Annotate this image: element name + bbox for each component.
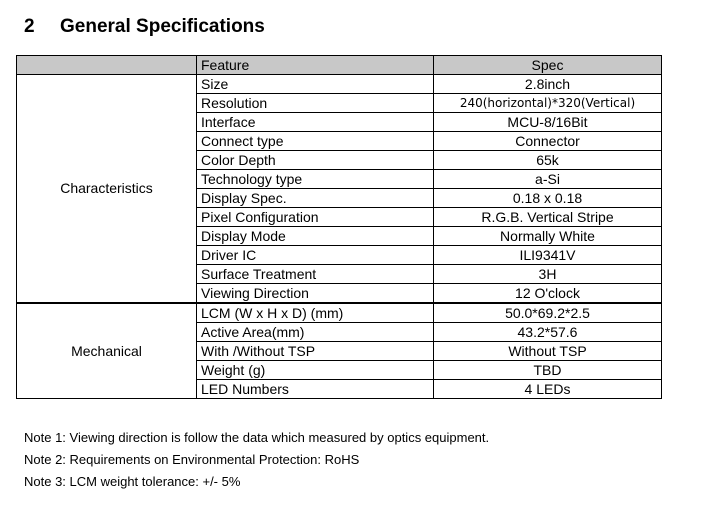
note-1: Note 1: Viewing direction is follow the data which measured by optics equipment. — [24, 430, 490, 445]
feature-cell: Surface Treatment — [197, 265, 434, 284]
feature-cell: Technology type — [197, 170, 434, 189]
spec-cell: Without TSP — [434, 342, 662, 361]
section-number: 2 — [24, 16, 35, 37]
spec-cell: ILI9341V — [434, 246, 662, 265]
feature-cell: Size — [197, 75, 434, 94]
feature-cell: Viewing Direction — [197, 284, 434, 304]
table-header-row — [17, 56, 662, 75]
feature-cell: Display Spec. — [197, 189, 434, 208]
spec-cell: 50.0*69.2*2.5 — [434, 303, 662, 323]
feature-cell: Active Area(mm) — [197, 323, 434, 342]
feature-cell: Driver IC — [197, 246, 434, 265]
spec-cell: MCU-8/16Bit — [434, 113, 662, 132]
feature-cell: Weight (g) — [197, 361, 434, 380]
section-title: General Specifications — [60, 16, 265, 37]
feature-cell: With /Without TSP — [197, 342, 434, 361]
feature-cell: Pixel Configuration — [197, 208, 434, 227]
spec-cell: 240(horizontal)*320(Vertical) — [434, 94, 662, 113]
spec-table — [16, 55, 662, 399]
header-blank — [17, 56, 197, 75]
spec-cell: TBD — [434, 361, 662, 380]
characteristics-group — [17, 75, 662, 304]
note-3: Note 3: LCM weight tolerance: +/- 5% — [24, 474, 241, 489]
mechanical-group — [17, 303, 662, 399]
spec-cell: 12 O'clock — [434, 284, 662, 304]
feature-cell: LCM (W x H x D) (mm) — [197, 303, 434, 323]
note-2: Note 2: Requirements on Environmental Protection: RoHS — [24, 452, 360, 467]
spec-cell: 2.8inch — [434, 75, 662, 94]
group-label-characteristics: Characteristics — [17, 75, 197, 304]
group-label-mechanical: Mechanical — [17, 303, 197, 399]
feature-cell: Resolution — [197, 94, 434, 113]
table-row — [17, 75, 662, 94]
feature-cell: Color Depth — [197, 151, 434, 170]
feature-cell: Connect type — [197, 132, 434, 151]
section-heading — [24, 16, 265, 38]
spec-cell: 65k — [434, 151, 662, 170]
spec-cell: 4 LEDs — [434, 380, 662, 399]
spec-cell: 3H — [434, 265, 662, 284]
header-spec: Spec — [434, 56, 662, 75]
table-row — [17, 303, 662, 323]
spec-cell: R.G.B. Vertical Stripe — [434, 208, 662, 227]
spec-cell: 43.2*57.6 — [434, 323, 662, 342]
feature-cell: LED Numbers — [197, 380, 434, 399]
header-feature: Feature — [197, 56, 434, 75]
spec-cell: Connector — [434, 132, 662, 151]
spec-cell: a-Si — [434, 170, 662, 189]
spec-cell: Normally White — [434, 227, 662, 246]
spec-cell: 0.18 x 0.18 — [434, 189, 662, 208]
feature-cell: Interface — [197, 113, 434, 132]
notes — [24, 427, 489, 493]
feature-cell: Display Mode — [197, 227, 434, 246]
